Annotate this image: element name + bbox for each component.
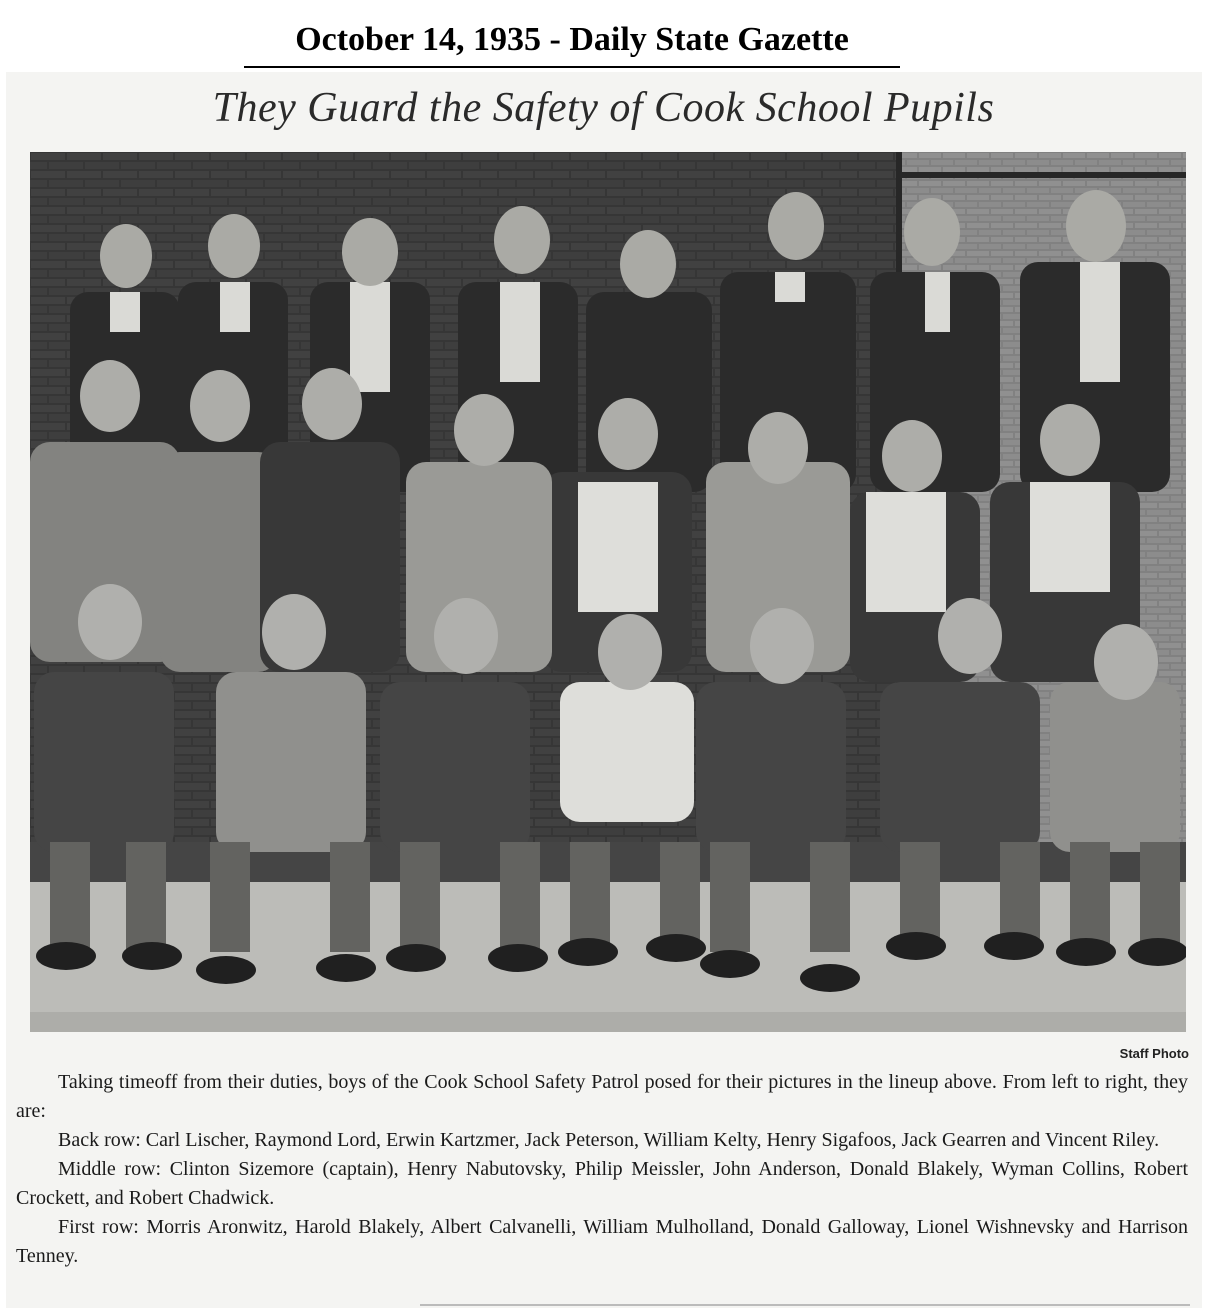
caption-back-row: Back row: Carl Lischer, Raymond Lord, Erwin Kartzmer, Jack Peterson, William Kelty, Henry Sigafoos, Jack Gearren and Vincent Riley. — [58, 1129, 1160, 1151]
group-photo — [30, 152, 1186, 1032]
caption-first-row: First row: Morris Aronwitz, Harold Blakely, Albert Calvanelli, William Mulholland, Donald Galloway, Lionel Wishnevsky and Harrison Tenney. — [16, 1216, 1188, 1267]
photo-credit: Staff Photo — [1119, 1046, 1189, 1061]
group-photo-illustration — [30, 152, 1186, 1032]
caption-intro: Taking timeoff from their duties, boys of the Cook School Safety Patrol posed for their pictures in the lineup above. From left to right, they are: — [16, 1071, 1188, 1122]
dateline: October 14, 1935 - Daily State Gazette — [244, 14, 900, 68]
headline: They Guard the Safety of Cook School Pupils — [212, 85, 995, 131]
caption-middle-row: Middle row: Clinton Sizemore (captain), Henry Nabutovsky, Philip Meissler, John Anderson, Donald Blakely, Wyman Collins, Robert Crockett, and Robert Chadwick. — [16, 1158, 1188, 1209]
bottom-rule — [420, 1304, 1190, 1306]
photo-caption — [16, 1068, 1188, 1271]
